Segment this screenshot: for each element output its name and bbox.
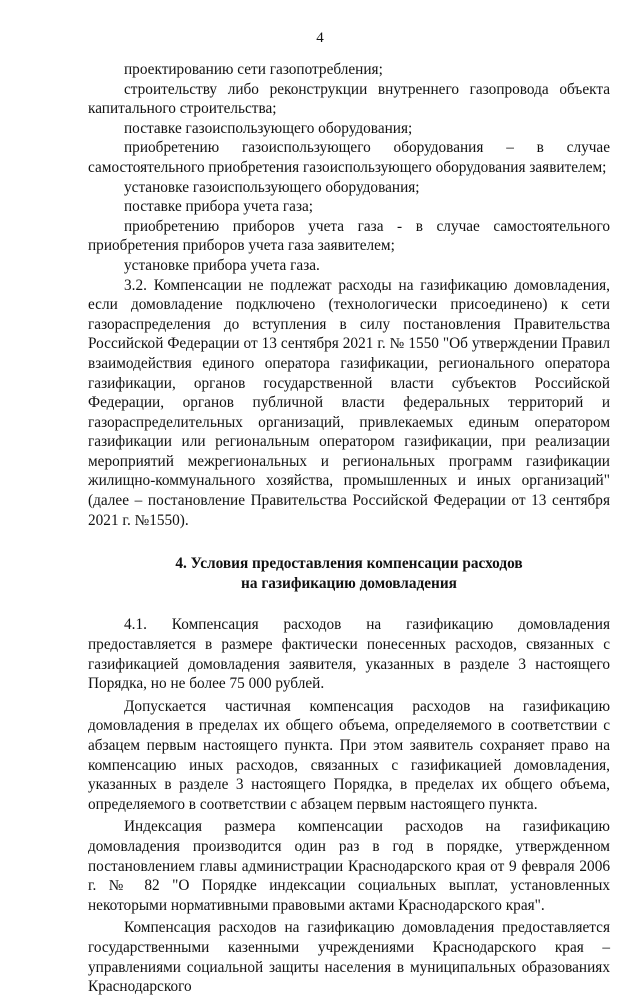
section-heading bbox=[88, 554, 610, 593]
list-item: строительству либо реконструкции внутреннего газопровода объекта капитального строительства; bbox=[88, 80, 610, 118]
document-body bbox=[88, 60, 610, 997]
paragraph: Индексация размера компенсации расходов на газификацию домовладения производится один раз в год в порядке, утвержденном постановлением главы администрации Краснодарского края от 9 февраля 2006 г. № 82 "О Порядке индексации социальных выплат, установленных некоторыми нормативными правовыми актами Краснодарского края". bbox=[88, 818, 610, 914]
section-heading-line-2: на газификацию домовладения bbox=[241, 574, 457, 592]
list-item: поставке прибора учета газа; bbox=[124, 198, 314, 216]
paragraph-3-2: 3.2. Компенсации не подлежат расходы на газификацию домовладения, если домовладение подключено (технологически присоединено) к сети газораспределения до вступления в силу постановления Правительства Российской Федерации от 13 сентября 2021 г. № 1550 "Об утверждении Правил взаимодействия единого оператора газификации, регионального оператора газификации, органов государственной власти субъектов Российской Федерации, органов публичной власти федеральных территорий и газораспределительных организаций, привлекаемых единым оператором газификации или региональным оператором газификации, при реализации мероприятий межрегиональных и региональных программ газификации жилищно-коммунального хозяйства, промышленных и иных организаций" (далее – постановление Правительства Российской Федерации от 13 сентября 2021 г. №1550). bbox=[88, 276, 610, 529]
list-item: проектированию сети газопотребления; bbox=[124, 61, 383, 78]
section-heading-line-1: 4. Условия предоставления компенсации расходов bbox=[175, 555, 523, 573]
page-number: 4 bbox=[316, 30, 324, 46]
list-item: приобретению приборов учета газа - в случае самостоятельного приобретения приборов учета газа заявителем; bbox=[88, 217, 610, 255]
list-item: установке газоиспользующего оборудования; bbox=[124, 178, 420, 196]
paragraph: Допускается частичная компенсация расходов на газификацию домовладения в пределах их общего объема, определяемого в соответствии с абзацем первым настоящего пункта. При этом заявитель сохраняет право на компенсацию иных расходов, связанных с газификацией домовладения, указанных в разделе 3 настоящего Порядка, в пределах их общего объема, определяемого в соответствии с абзацем первым настоящего пункта. bbox=[88, 697, 610, 813]
list-item: установке прибора учета газа. bbox=[124, 256, 320, 274]
list-item: поставке газоиспользующего оборудования; bbox=[124, 119, 413, 137]
list-item: приобретению газоиспользующего оборудования – в случае самостоятельного приобретения газоиспользующего оборудования заявителем; bbox=[88, 139, 610, 176]
paragraph: Компенсация расходов на газификацию домовладения предоставляется государственными казенными учреждениями Краснодарского края – управлениями социальной защиты населения в муниципальных образованиях Краснодарского bbox=[88, 919, 610, 996]
paragraph-4-1: 4.1. Компенсация расходов на газификацию домовладения предоставляется в размере фактически понесенных расходов, связанных с газификацией домовладения заявителя, указанных в разделе 3 настоящего Порядка, но не более 75 000 рублей. bbox=[88, 616, 610, 693]
